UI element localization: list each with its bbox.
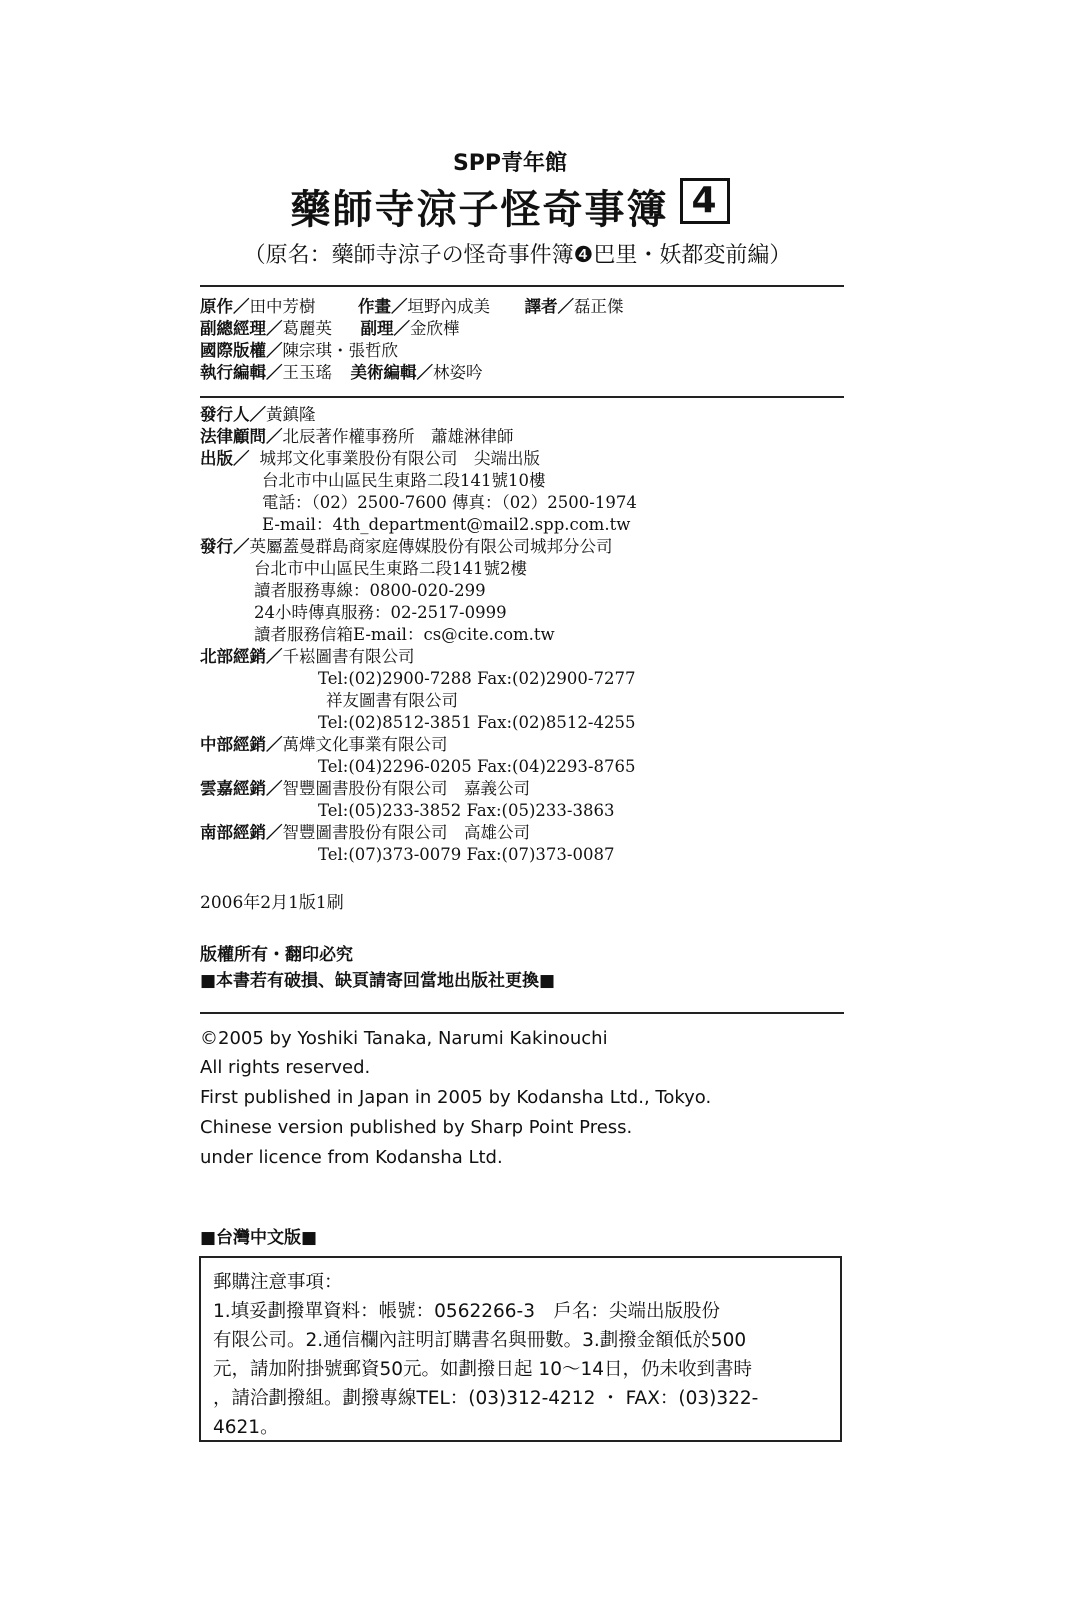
distributor-contact: Tel:(02)8512-3851 Fax:(02)8512-4255 <box>318 713 636 732</box>
distributor-company: 智豐圖書股份有限公司 嘉義公司 <box>282 779 530 798</box>
credit-value: 王玉瑤 <box>282 363 332 382</box>
credits-row <box>200 318 460 340</box>
credit-label: 原作／ <box>200 297 250 316</box>
credit-value: 垣野內成美 <box>407 297 490 316</box>
distributor-contact: Tel:(02)2900-7288 Fax:(02)2900-7277 <box>318 669 636 688</box>
credit-value: 林姿吟 <box>433 363 483 382</box>
distributor-yunjia <box>200 778 530 800</box>
mail-order-heading: 郵購注意事項： <box>213 1272 343 1293</box>
mail-order-line: 有限公司。2.通信欄內註明訂購書名與冊數。3.劃撥金額低於500 <box>213 1330 747 1351</box>
divider <box>200 285 844 287</box>
edition-info: 2006年2月1版1刷 <box>200 893 344 913</box>
issuer-row <box>200 404 316 426</box>
credit-label: 作畫／ <box>358 297 408 316</box>
mail-order-notice <box>199 1256 842 1442</box>
distributor-central <box>200 734 448 756</box>
book-title-text: 藥師寺涼子怪奇事簿 <box>290 187 669 233</box>
book-title <box>0 178 1020 235</box>
divider <box>200 396 844 398</box>
licence-line: under licence from Kodansha Ltd. <box>200 1147 503 1168</box>
rights-reserved-line: All rights reserved. <box>200 1057 371 1078</box>
distributor-contact: Tel:(07)373-0079 Fax:(07)373-0087 <box>318 845 615 864</box>
credit-label: 副理／ <box>360 319 410 338</box>
distributor-label: 雲嘉經銷／ <box>200 779 283 798</box>
distribute-label: 發行／ <box>200 537 250 556</box>
distributor-company: 千崧圖書有限公司 <box>282 647 415 666</box>
credits-row <box>200 296 624 318</box>
distribute-line: 英屬蓋曼群島商家庭傳媒股份有限公司城邦分公司 <box>249 537 613 556</box>
copyright-line: ©2005 by Yoshiki Tanaka, Narumi Kakinouchi <box>200 1028 608 1049</box>
mail-order-line: 1.填妥劃撥單資料：帳號：0562266-3 戶名：尖端出版股份 <box>213 1301 720 1322</box>
publish-phone: 電話：（02）2500-7600 傳真：（02）2500-1974 <box>262 493 637 512</box>
credit-value: 磊正傑 <box>574 297 624 316</box>
credit-label: 副總經理／ <box>200 319 283 338</box>
credit-value: 葛麗英 <box>282 319 332 338</box>
replacement-notice: ■本書若有破損、缺頁請寄回當地出版社更換■ <box>200 971 556 991</box>
distribute-address: 台北市中山區民生東路二段141號2樓 <box>254 559 527 578</box>
credit-value: 陳宗琪・張哲欣 <box>282 341 398 360</box>
distributor-contact: Tel:(04)2296-0205 Fax:(04)2293-8765 <box>318 757 636 776</box>
distributor-company: 萬燁文化事業有限公司 <box>282 735 448 754</box>
credit-label: 國際版權／ <box>200 341 283 360</box>
publish-address: 台北市中山區民生東路二段141號10樓 <box>262 471 546 490</box>
service-email: 讀者服務信箱E-mail：cs@cite.com.tw <box>254 625 555 644</box>
service-hotline: 讀者服務專線：0800-020-299 <box>254 581 486 600</box>
divider <box>200 1012 844 1014</box>
issuer-label: 發行人／ <box>200 405 266 424</box>
publish-label: 出版／ <box>200 449 250 468</box>
distributor-label: 北部經銷／ <box>200 647 283 666</box>
legal-label: 法律顧問／ <box>200 427 283 446</box>
publish-row <box>200 448 540 470</box>
original-title: （原名：藥師寺涼子の怪奇事件簿❹巴里・妖都変前編） <box>243 243 792 268</box>
distributor-north <box>200 646 415 668</box>
mail-order-line: 元，請加附掛號郵資50元。如劃撥日起 10～14日，仍未收到書時 <box>213 1359 753 1380</box>
publish-line: 城邦文化事業股份有限公司 尖端出版 <box>259 449 540 468</box>
credit-label: 美術編輯／ <box>350 363 433 382</box>
mail-order-line: ，請洽劃撥組。劃撥專線TEL：(03)312-4212 ・ FAX：(03)322- <box>213 1388 759 1409</box>
legal-value: 北辰著作權事務所 蕭雄淋律師 <box>282 427 514 446</box>
credits-row <box>200 362 483 384</box>
distributor-contact: Tel:(05)233-3852 Fax:(05)233-3863 <box>318 801 615 820</box>
credit-value: 金欣樺 <box>410 319 460 338</box>
first-published-line: First published in Japan in 2005 by Kodansha Ltd., Tokyo. <box>200 1087 712 1108</box>
distributor-south <box>200 822 530 844</box>
credits-row <box>200 340 398 362</box>
distributor-company: 祥友圖書有限公司 <box>326 691 458 710</box>
mail-order-line: 4621。 <box>213 1417 279 1438</box>
volume-number: 4 <box>680 178 729 224</box>
distributor-label: 中部經銷／ <box>200 735 283 754</box>
legal-row <box>200 426 514 448</box>
fax-service: 24小時傳真服務：02-2517-0999 <box>254 603 507 622</box>
chinese-version-line: Chinese version published by Sharp Point Press. <box>200 1117 633 1138</box>
publish-email: E-mail：4th_department@mail2.spp.com.tw <box>262 515 631 534</box>
credit-label: 執行編輯／ <box>200 363 283 382</box>
distribute-row <box>200 536 613 558</box>
issuer-value: 黃鎮隆 <box>266 405 316 424</box>
series-name: SPP青年館 <box>452 151 568 176</box>
distributor-label: 南部經銷／ <box>200 823 283 842</box>
distributor-company: 智豐圖書股份有限公司 高雄公司 <box>282 823 530 842</box>
credit-label: 譯者／ <box>524 297 574 316</box>
credit-value: 田中芳樹 <box>249 297 316 316</box>
rights-notice: 版權所有・翻印必究 <box>200 945 353 965</box>
taiwan-edition-label: ■台灣中文版■ <box>200 1228 318 1248</box>
